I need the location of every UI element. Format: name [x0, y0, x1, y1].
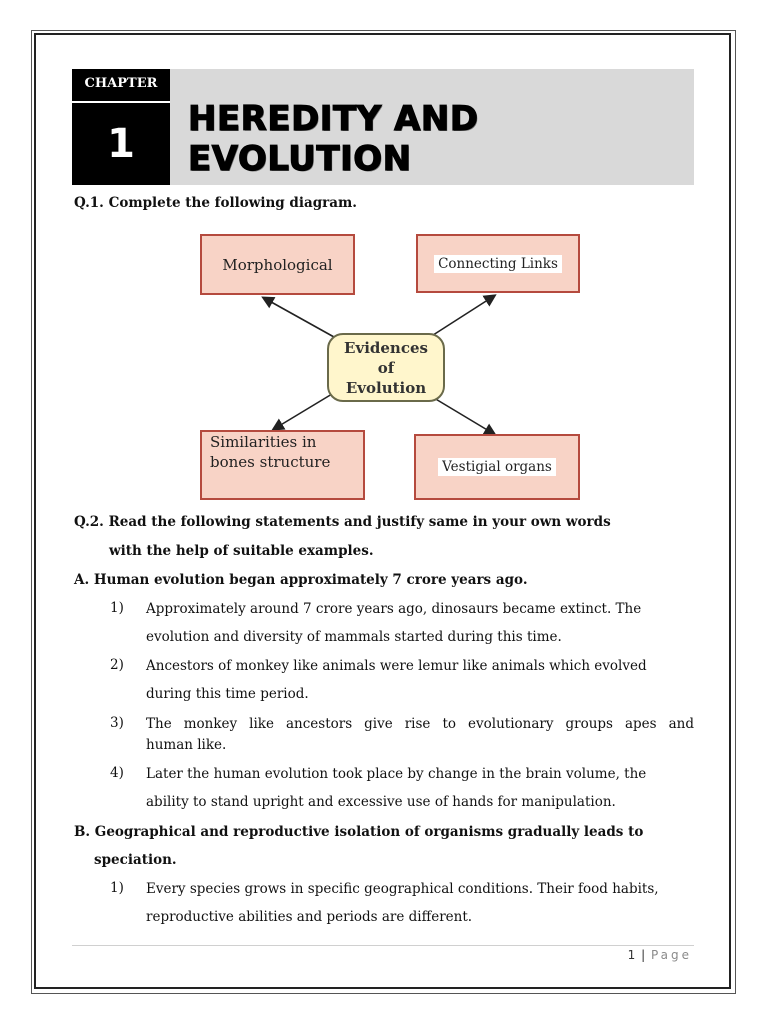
section-a-title: A. Human evolution began approximately 7 crore years ago. — [74, 572, 528, 588]
page-word: Page — [650, 948, 692, 962]
item-a4-number: 4) — [110, 765, 124, 781]
evolution-diagram — [198, 232, 582, 502]
box-similarities-line-2: bones structure — [210, 453, 331, 471]
footer-rule — [72, 945, 694, 946]
item-a1-line-2: evolution and diversity of mammals started during this time. — [146, 629, 562, 645]
arrow-to-vestigial — [434, 398, 494, 434]
footer-separator: | — [641, 948, 646, 962]
item-a4-line-2: ability to stand upright and excessive use of hands for manipulation. — [146, 794, 616, 810]
center-evidences-of-evolution — [327, 333, 445, 402]
question-2-heading-line-1: Q.2. Read the following statements and justify same in your own words — [74, 514, 611, 530]
item-b1-line-1: Every species grows in specific geographical conditions. Their food habits, — [146, 881, 659, 897]
chapter-number: 1 — [107, 121, 135, 167]
box-morphological — [200, 234, 355, 295]
center-line-2: of — [377, 359, 395, 377]
box-similarities-bones — [200, 430, 365, 500]
arrow-to-connecting-links — [430, 296, 494, 337]
box-vestigial-label: Vestigial organs — [438, 458, 556, 476]
title-band — [170, 69, 694, 185]
chapter-box — [72, 69, 170, 185]
arrow-to-similarities — [274, 394, 332, 429]
item-a3-line-2: human like. — [146, 737, 227, 753]
item-b1-line-2: reproductive abilities and periods are different. — [146, 909, 473, 925]
section-b-title-line-2: speciation. — [94, 852, 177, 868]
box-morphological-label: Morphological — [222, 255, 333, 274]
arrow-to-morphological — [264, 298, 334, 337]
page-number: 1 — [627, 948, 636, 962]
item-a1-line-1: Approximately around 7 crore years ago, dinosaurs became extinct. The — [146, 601, 642, 617]
box-connecting-links — [416, 234, 580, 293]
chapter-title: HEREDITY AND EVOLUTION — [188, 99, 479, 179]
center-line-1: Evidences — [344, 339, 428, 357]
section-b-title-line-1: B. Geographical and reproductive isolation of organisms gradually leads to — [74, 824, 644, 840]
item-a2-line-1: Ancestors of monkey like animals were lemur like animals which evolved — [146, 658, 647, 674]
item-a3-line-1: The monkey like ancestors give rise to evolutionary groups apes and — [146, 716, 694, 732]
center-line-3: Evolution — [345, 379, 427, 397]
item-a2-line-2: during this time period. — [146, 686, 309, 702]
item-a1-number: 1) — [110, 600, 124, 616]
page-footer — [628, 948, 692, 962]
item-a4-line-1: Later the human evolution took place by change in the brain volume, the — [146, 766, 647, 782]
item-a2-number: 2) — [110, 657, 124, 673]
box-similarities-line-1: Similarities in — [210, 433, 317, 451]
box-connecting-links-label: Connecting Links — [434, 255, 562, 273]
question-2-heading-line-2: with the help of suitable examples. — [109, 543, 374, 559]
item-a3-number: 3) — [110, 715, 124, 731]
chapter-label: CHAPTER — [72, 69, 170, 103]
item-b1-number: 1) — [110, 880, 124, 896]
question-1-heading: Q.1. Complete the following diagram. — [74, 195, 358, 211]
box-vestigial-organs — [414, 434, 580, 500]
